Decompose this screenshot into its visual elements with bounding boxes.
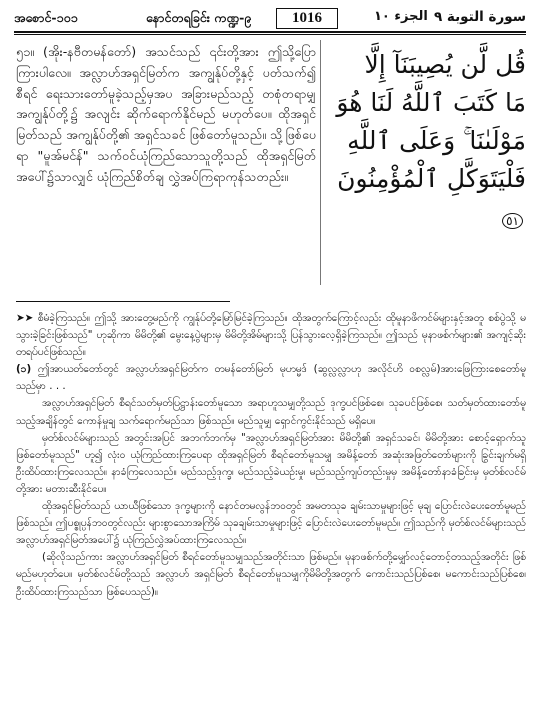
ayah-number: ٥١ [502, 213, 523, 229]
commentary-para-5: ထိုအရှင်မြတ်သည် ယာယီဖြစ်သော ဒုက္ခများကို နောင်တမလွန်ဘဝတွင် အမတသုခ ချမ်းသာမှုများဖြင့် မုချ ပြောင်းလဲပေးတော်မူမည် ဖြစ်သည်။ ဤပစ္စုပ္ပန်ဘဝတွင်လည်း များစွာသောအကြိမ် သုခချမ်းသာမှုများဖြင့် ပြောင်းလဲပေးတော်မူမည်။ ဤသည်ကို မှတ်စ်လင်မ်များသည် အလ္လာဟ်အရှင်မြတ်အပေါ်၌ ယုံကြည်လွှဲအပ်ထားကြလေသည်။ [16, 500, 526, 547]
commentary-text-1: စီမံခဲ့ကြသည်။ ဤသို့ အားတွေ့မည်ကို ကျွန်ုပ်တို့မြော်မြင်ခဲ့ကြသည်။ ထိုအတွက်ကြောင့်လည်း ထိုမူနာဖိကင်မ်များနှင့်အတူ စစ်ပွဲသို့ မသွားခဲ့ခြင်းဖြစ်သည်" ဟုဆိုကာ မိမိတို့၏ မွေးနေ့ပွဲများမှ မိမိတို့အိမ်များသို့ ပြန်သွားလေ့ရှိခဲ့ကြသည်။ ဤသည် မုနာဖစ်က်များ၏ အကျင့်ဆိုးတရပ်ပင်ဖြစ်သည်။ [16, 312, 526, 359]
commentary-para-1 [16, 310, 526, 361]
commentary-para-6: (ဆိုလိုသည်ကား အလ္လာဟ်အရှင်မြတ် စီရင်တော်မူသမျှသည်အတိုင်းသာ ဖြစ်မည်။ မုနာဖစ်က်တို့မျှော်လင့်တောင့်တသည့်အတိုင်း ဖြစ်မည်မဟုတ်ပေ။ မှတ်စ်လင်မ်တို့သည် အလ္လာဟ် အရှင်မြတ် စီရင်တော်မူသမျှကိုမိမိတို့အတွက် ကောင်းသည်ပြစ်စေ၊ မကောင်းသည်ပြစ်စေ၊ ဦးထိပ်ထားကြသည်သာ ဖြစ်ပေသည်)။ [16, 551, 526, 598]
arabic-line-4: فَلْيَتَوَكَّلِ ٱلْمُؤْمِنُونَ [337, 164, 526, 193]
surah-label: سورة التوبة ٩ [433, 9, 526, 25]
verse-translation: ၅၁။ (အိုး-နဗီတမန်တော်) အသင်သည် ၎င်းတို့အား ဤသို့ပြောကြားပါလေ။ အလ္လာဟ်အရှင်မြတ်က အကျွန်ုပ်တို့နှင့် ပတ်သက်၍ စီရင် ရေးသားတော်မူခဲ့သည့်မှအပ အခြားမည်သည့် တစုံတရာမျှ အကျွန်ုပ်တို့၌ အလျင်း ဆိုက်ရောက်နိုင်မည် မဟုတ်ပေ။ ထိုအရှင်မြတ်သည် အကျွန်ုပ်တို့၏ အရှင်သခင် ဖြစ်တော်မူသည်။ သို့ဖြစ်ပေရာ "မူအ်မင်န်" သက်ဝင်ယုံကြည်သောသူတို့သည် ထိုအရှင်မြတ်အပေါ်၌သာလျှင် ယုံကြည်စိတ်ချ လွှဲအပ်ကြရာကုန်သတည်း။ [16, 44, 316, 184]
section-label: အစောင်-၁၀၁ [14, 10, 78, 25]
arabic-line-4-wrap [326, 160, 526, 240]
page-header [14, 8, 526, 30]
commentary-para-2 [16, 361, 526, 395]
arabic-line-3: مَوْلَىٰنَا ۚ وَعَلَى ٱللَّهِ [347, 126, 526, 155]
footnote-number: (၁) [16, 363, 32, 376]
commentary-para-4: မှတ်စ်လင်မ်များသည် အတွင်းအပြင် အဘက်ဘက်မှ "အလ္လာဟ်အရှင်မြတ်အား မိမိတို့၏ အရှင်သခင်၊ မိမိတို့အား စောင့်ရှောက်သူ ဖြစ်တော်မူသည်" ဟူ၍ လုံးဝ ယုံကြည်ထားကြပေရာ ထိုအရှင်မြတ် စီရင်တော်မူသမျှ အမိန့်တော် အဆုံးအဖြတ်တော်များကို ခြွင်းချက်မရှိ ဦးထိပ်ထားကြလေသည်။ နာခံကြလေသည်။ မည်သည့်ဒုက္ခ၊ မည်သည့်ခဲယဉ်းမှု၊ မည်သည့်ကျပ်တည်းမှုမှ အမိန့်တော်နာခံခြင်းမှ မှတ်စ်လင်မ်တို့အား မတားဆီးနိုင်ပေ။ [16, 431, 526, 495]
page-number: 1016 [276, 8, 338, 29]
arabic-line-2: مَا كَتَبَ ٱللَّهُ لَنَا هُوَ [336, 88, 526, 117]
juz-label: الجزء ١٠ [374, 9, 428, 24]
chapter-title: နောင်တရခြင်း ကဏ္ဍ-၉ [146, 10, 252, 25]
commentary [16, 310, 526, 601]
column-divider [320, 40, 321, 285]
header-rule [14, 31, 526, 33]
commentary-para-3: အလ္လာဟ်အရှင်မြတ် စီရင်သတ်မှတ်ပြဋ္ဌာန်းတော်မူသော အရာဟူသမျှတို့သည် ဒုက္ခပင်ဖြစ်စေ၊ သုခပင်ဖြစ်စေ၊ သတ်မှတ်ထားတော်မူသည့်အချိန်တွင် ကောန်မှုချ သက်ရောက်မည်သာ ဖြစ်သည်။ မည်သူမျှ ရှောင်ကွင်းနိုင်သည် မရှိပေ။ [16, 397, 526, 427]
footnote-separator [16, 301, 230, 302]
continuation-arrow-icon: ➤➤ [16, 312, 34, 324]
arabic-line-1: قُل لَّن يُصِيبَنَآ إِلَّا [364, 50, 526, 79]
header-rule-thin [14, 34, 526, 35]
commentary-text-2: ဤအာယတ်တော်တွင် အလ္လာဟ်အရှင်မြတ်က တမန်တော်မြတ် မုဟမ္မဒ် (ဆွလ္လလ္လာဟု အလိုင်ဟိ ဝစလ္လမ်)အားဖြေကြားစေတော်မူသည်မှာ . . . [16, 363, 526, 393]
arabic-verse [326, 46, 526, 240]
